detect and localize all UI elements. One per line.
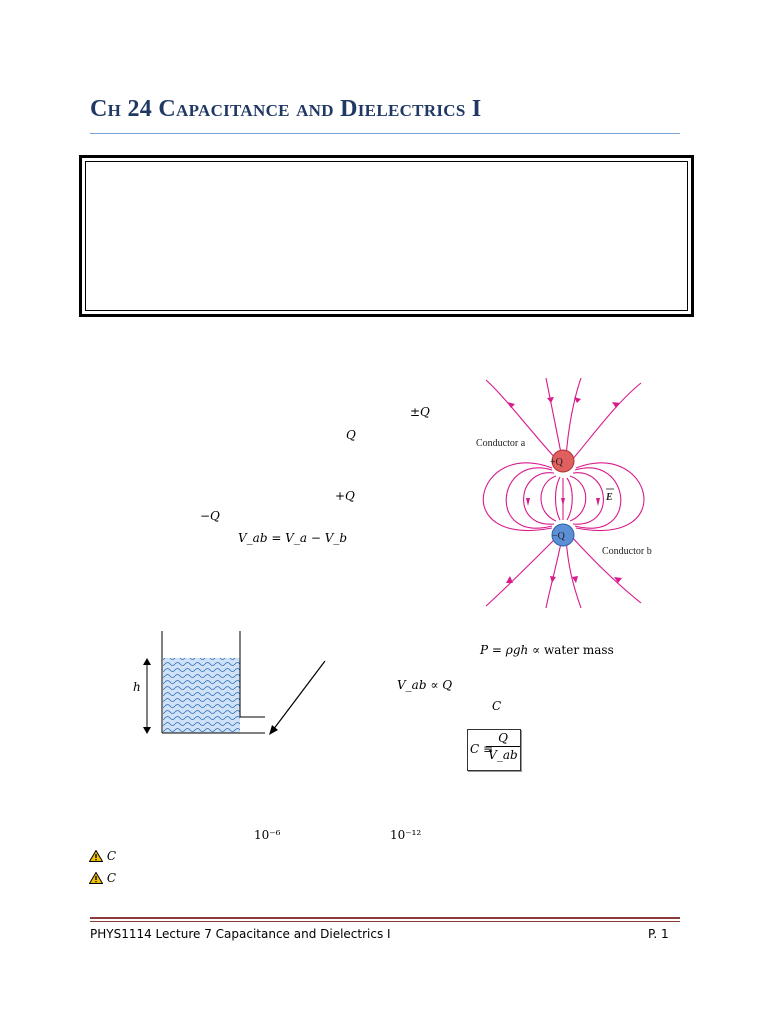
warning-row-2 [89,871,116,885]
pressure-formula: P = ρgh ∝ [480,643,541,657]
figure-minus-charge: −Q [552,531,565,542]
fraction-bar [486,746,520,747]
figure-plus-charge: +Q [550,457,563,468]
capacitance-definition-lhs: C ≡ [470,742,494,756]
math-pm-q: ±Q [410,405,430,419]
figure-conductor-a-label: Conductor a [476,438,526,449]
math-vab-definition [238,531,347,545]
capacitance-fraction [486,731,520,762]
math-q: Q [346,428,356,442]
warning-icon [89,872,103,884]
math-plus-q: +Q [335,489,355,503]
figure-conductor-b-label: Conductor b [602,546,652,557]
warning-1-symbol: C [106,849,117,863]
pointer-arrow [273,661,325,730]
footer-rule-thick [90,917,680,919]
warning-2-symbol: C [106,871,117,885]
title-underline [90,133,680,134]
warning-row-1 [89,849,116,863]
math-vab-proportional: V_ab ∝ Q [397,678,453,692]
footer-course-title: PHYS1114 Lecture 7 Capacitance and Dielectrics I [90,927,391,941]
fraction-numerator: Q [498,731,508,745]
figure-field-label: E [606,492,613,503]
vab-definition-text: V_ab = V_a − V_b [238,531,348,545]
water-tank-figure [125,625,335,740]
footer-rule-thin [90,921,680,922]
fraction-denominator: V_ab [488,748,518,762]
warning-icon [89,850,103,862]
field-lines-figure [466,378,662,608]
summary-box [79,155,694,317]
math-pressure [480,643,614,657]
math-pico-prefix: 10⁻¹² [390,828,422,842]
math-capacitance-symbol: C [492,699,502,713]
footer-page-number: P. 1 [648,927,669,941]
math-micro-prefix: 10⁻⁶ [254,828,281,842]
summary-box-inner [85,161,688,311]
math-minus-q: −Q [200,509,220,523]
pressure-water-mass: water mass [544,643,614,657]
page-title: Ch 24 Capacitance and Dielectrics I [90,96,482,122]
height-label: h [133,680,141,694]
